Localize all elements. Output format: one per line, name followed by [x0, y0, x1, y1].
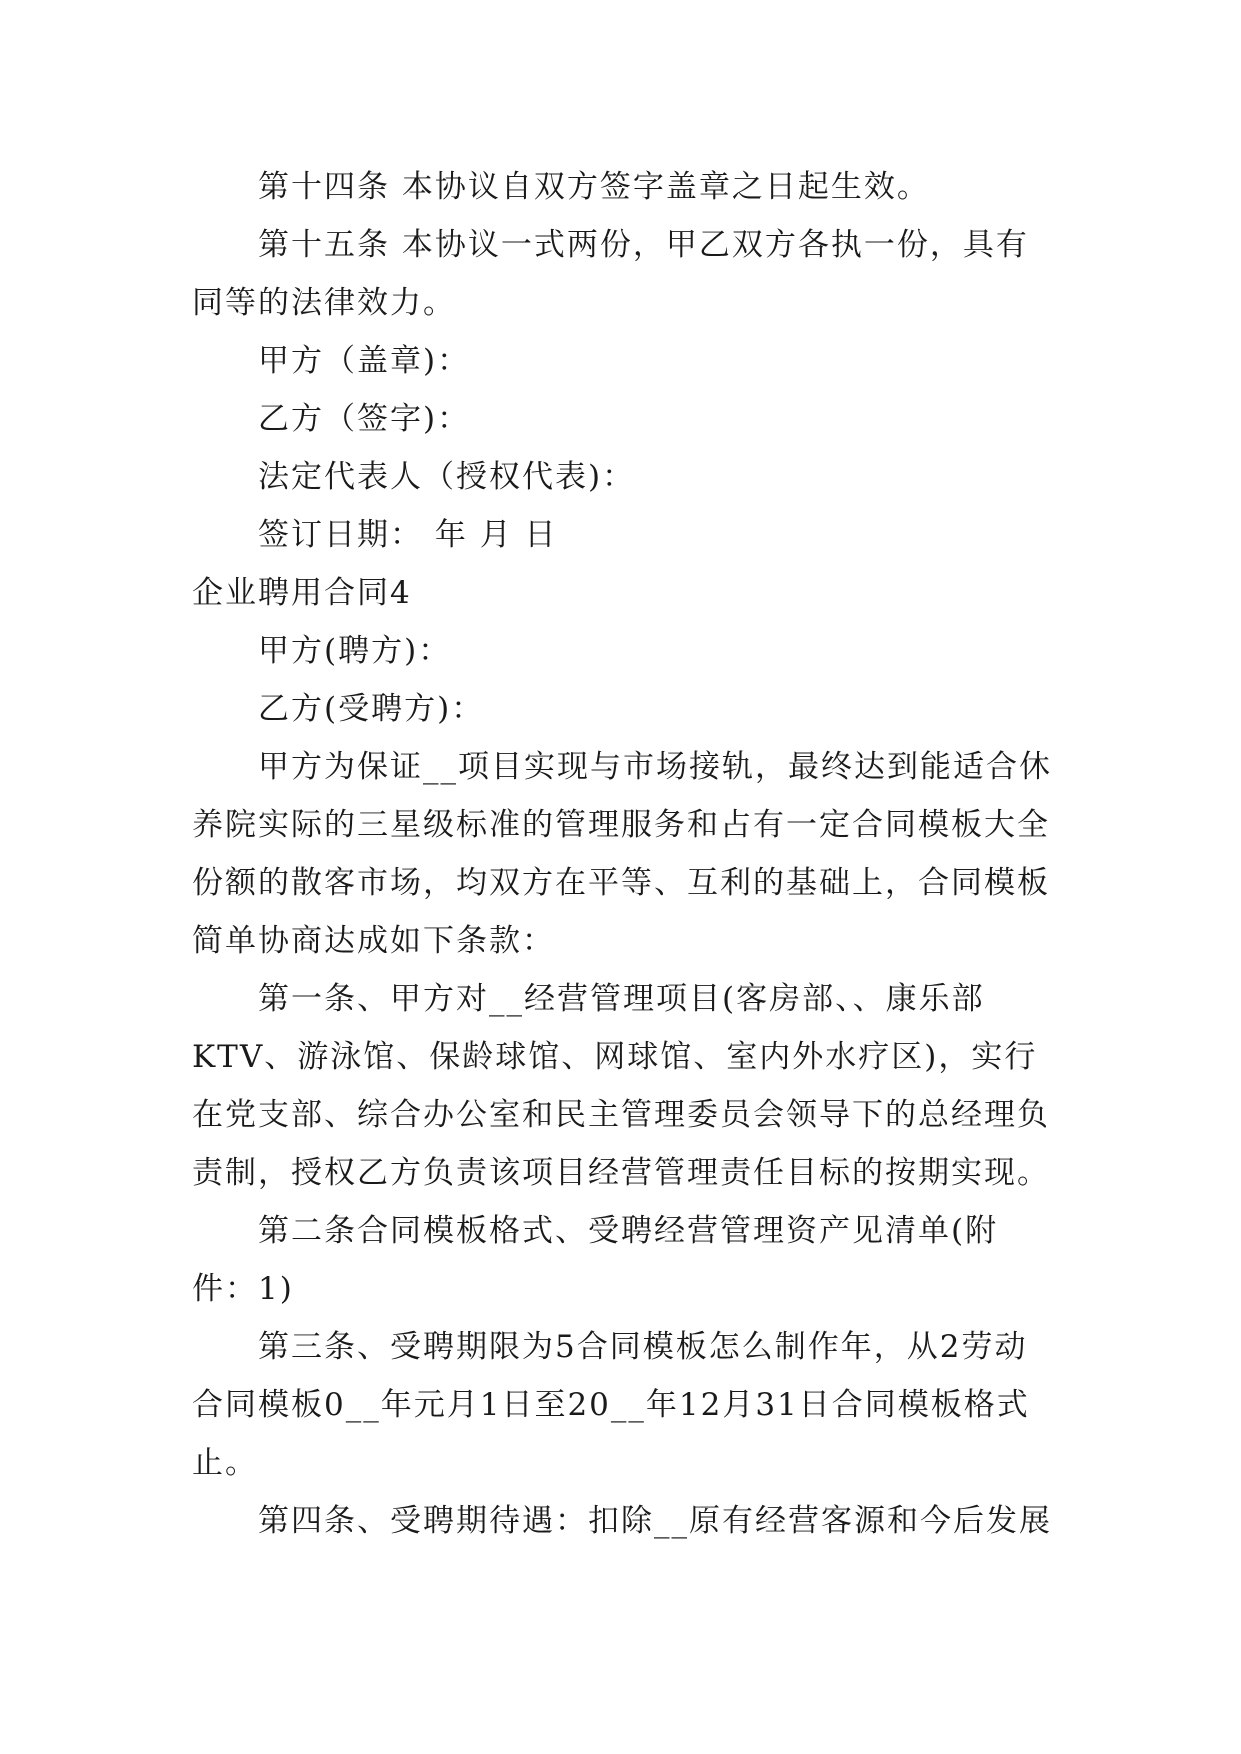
party-a-seal-line: 甲方（盖章)：: [258, 343, 471, 379]
paragraph-preamble: 甲方为保证__项目实现与市场接轨，最终达到能适合休养院实际的三星级标准的管理服务和占有一定合同模板大全份额的散客市场，均双方在平等、互利的基础上，合同模板简单协商达成如下条款：: [192, 749, 1052, 959]
document-body: [192, 158, 1052, 1550]
paragraph-article-4: 第四条、受聘期待遇：扣除__原有经营客源和今后发展: [258, 1503, 1052, 1539]
section-heading: 企业聘用合同4: [192, 575, 412, 611]
paragraph-article-2: 第二条合同模板格式、受聘经营管理资产见清单(附件：1): [192, 1213, 999, 1307]
paragraph-article-14: 第十四条 本协议自双方签字盖章之日起生效。: [258, 169, 930, 205]
paragraph-article-15: 第十五条 本协议一式两份，甲乙双方各执一份，具有同等的法律效力。: [192, 227, 1029, 321]
legal-representative-line: 法定代表人（授权代表)：: [258, 459, 636, 495]
party-a-employer-line: 甲方(聘方)：: [258, 633, 452, 669]
paragraph-article-1: 第一条、甲方对__经营管理项目(客房部、、康乐部KTV、游泳馆、保龄球馆、网球馆、室内外水疗区)，实行在党支部、综合办公室和民主管理委员会领导下的总经理负责制，授权乙方负责该项目经营管理责任目标的按期实现。: [192, 981, 1050, 1191]
signing-date-line: 签订日期： 年 月 日: [258, 517, 558, 553]
party-b-employee-line: 乙方(受聘方)：: [258, 691, 485, 727]
party-b-signature-line: 乙方（签字)：: [258, 401, 471, 437]
paragraph-article-3: 第三条、受聘期限为5合同模板怎么制作年，从2劳动合同模板0__年元月1日至20__年12月31日合同模板格式止。: [192, 1329, 1030, 1481]
